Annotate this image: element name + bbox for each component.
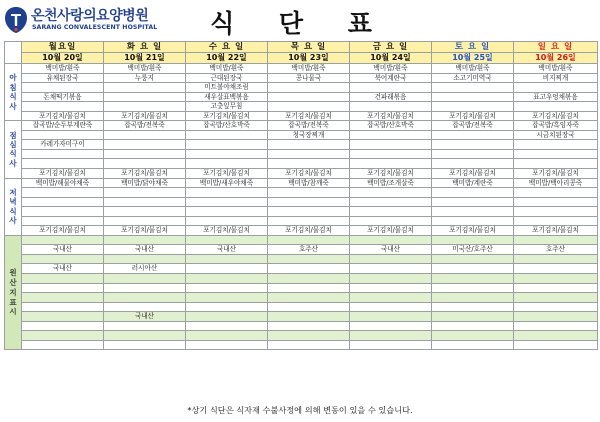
lunch-dish: 포기김치/물김치 [514, 169, 598, 179]
lunch-dish: 잡곡밥/흑임자죽 [514, 121, 598, 131]
dinner-dish: 포기김치/물김치 [432, 226, 514, 236]
breakfast-dish: 근대된장국 [186, 73, 268, 83]
dinner-dish [432, 216, 514, 226]
origin-cell [186, 264, 268, 274]
origin-row [5, 254, 598, 264]
lunch-dish [432, 149, 514, 159]
origin-cell [22, 283, 104, 293]
origin-cell [432, 321, 514, 331]
breakfast-dish [514, 102, 598, 112]
dinner-dish [104, 207, 186, 217]
day-date-row [5, 53, 598, 64]
origin-row [5, 293, 598, 303]
origin-cell [350, 331, 432, 341]
origin-cell [186, 302, 268, 312]
breakfast-dish: 포기김치/물김치 [104, 111, 186, 121]
dinner-dish: 백미밥/닭야채죽 [104, 178, 186, 188]
origin-cell [186, 283, 268, 293]
dinner-dish [350, 197, 432, 207]
breakfast-dish [268, 102, 350, 112]
origin-label-char: 산 [9, 278, 17, 287]
origin-cell: 호주산 [514, 245, 598, 255]
dinner-dish [104, 216, 186, 226]
breakfast-label-char: 식 [9, 92, 17, 102]
lunch-dish: 포기김치/물김치 [22, 169, 104, 179]
origin-cell [350, 235, 432, 245]
corner-cell [5, 42, 22, 64]
lunch-row [5, 140, 598, 150]
dinner-dish: 포기김치/물김치 [104, 226, 186, 236]
lunch-dish [22, 130, 104, 140]
dinner-dish: 포기김치/물김치 [350, 226, 432, 236]
origin-cell: 호주산 [268, 245, 350, 255]
day-name-3: 수 요 일 [186, 42, 268, 53]
origin-cell [432, 274, 514, 284]
origin-cell [350, 293, 432, 303]
origin-cell [350, 274, 432, 284]
origin-cell [514, 331, 598, 341]
dinner-dish [350, 216, 432, 226]
day-date-3: 10월 22일 [186, 53, 268, 64]
breakfast-dish [514, 83, 598, 93]
origin-cell [22, 331, 104, 341]
origin-cell [104, 283, 186, 293]
breakfast-label-char: 사 [9, 101, 17, 111]
dinner-dish [514, 197, 598, 207]
origin-cell [268, 274, 350, 284]
origin-cell [514, 274, 598, 284]
day-name-row [5, 42, 598, 53]
breakfast-dish: 백미밥/흰죽 [186, 64, 268, 74]
lunch-dish [268, 149, 350, 159]
dinner-row [5, 178, 598, 188]
origin-cell [104, 274, 186, 284]
dinner-dish: 백미밥/조개살죽 [350, 178, 432, 188]
breakfast-dish [104, 92, 186, 102]
origin-cell [350, 254, 432, 264]
dinner-dish [22, 216, 104, 226]
origin-cell [350, 340, 432, 350]
breakfast-dish [104, 102, 186, 112]
dinner-row [5, 188, 598, 198]
origin-cell [432, 293, 514, 303]
dinner-dish: 백미밥/참깨죽 [268, 178, 350, 188]
origin-cell [514, 254, 598, 264]
breakfast-dish: 미트볼야채조림 [186, 83, 268, 93]
lunch-dish: 잡곡밥/산호박죽 [350, 121, 432, 131]
origin-row [5, 340, 598, 350]
origin-cell [104, 302, 186, 312]
breakfast-dish [268, 92, 350, 102]
dinner-label-char: 사 [9, 216, 17, 226]
origin-cell: 국내산 [22, 245, 104, 255]
lunch-label-char: 점 [9, 130, 17, 140]
dinner-row [5, 226, 598, 236]
origin-cell [104, 340, 186, 350]
lunch-dish [514, 159, 598, 169]
dinner-dish: 포기김치/물김치 [514, 226, 598, 236]
dinner-row [5, 197, 598, 207]
dinner-dish [268, 207, 350, 217]
breakfast-dish [350, 102, 432, 112]
lunch-dish [22, 149, 104, 159]
origin-cell [186, 321, 268, 331]
origin-cell [22, 302, 104, 312]
breakfast-dish: 누룽지 [104, 73, 186, 83]
origin-row [5, 302, 598, 312]
origin-label-char: 원 [9, 268, 17, 278]
lunch-dish: 포기김치/물김치 [268, 169, 350, 179]
breakfast-dish [22, 83, 104, 93]
day-date-1: 10월 20일 [22, 53, 104, 64]
day-name-1: 월요일 [22, 42, 104, 53]
dinner-dish: 포기김치/물김치 [22, 226, 104, 236]
lunch-dish [186, 159, 268, 169]
breakfast-dish [22, 102, 104, 112]
lunch-dish: 시금치된장국 [514, 130, 598, 140]
origin-cell [104, 321, 186, 331]
origin-cell [268, 321, 350, 331]
breakfast-row [5, 92, 598, 102]
lunch-dish [350, 159, 432, 169]
breakfast-row [5, 73, 598, 83]
lunch-dish [186, 149, 268, 159]
origin-cell [432, 340, 514, 350]
origin-cell [186, 331, 268, 341]
origin-cell [350, 264, 432, 274]
breakfast-dish: 포기김치/물김치 [432, 111, 514, 121]
dinner-label [5, 178, 22, 235]
origin-cell [432, 312, 514, 322]
breakfast-dish: 포기김치/물김치 [22, 111, 104, 121]
origin-row [5, 245, 598, 255]
origin-cell [104, 293, 186, 303]
breakfast-dish: 백미밥/흰죽 [514, 64, 598, 74]
breakfast-dish: 백미밥/흰죽 [22, 64, 104, 74]
day-date-2: 10월 21일 [104, 53, 186, 64]
day-name-2: 화 요 일 [104, 42, 186, 53]
lunch-dish [268, 159, 350, 169]
breakfast-row [5, 64, 598, 74]
lunch-dish [432, 140, 514, 150]
lunch-dish [104, 130, 186, 140]
breakfast-dish: 비지찌개 [514, 73, 598, 83]
dinner-dish [186, 188, 268, 198]
origin-row [5, 331, 598, 341]
breakfast-dish: 포기김치/물김치 [350, 111, 432, 121]
origin-cell [350, 302, 432, 312]
lunch-dish [104, 149, 186, 159]
origin-cell [350, 321, 432, 331]
origin-cell [514, 293, 598, 303]
origin-cell [22, 340, 104, 350]
lunch-dish: 카레가자미구이 [22, 140, 104, 150]
lunch-dish: 잡곡밥/전복죽 [104, 121, 186, 131]
dinner-dish [432, 197, 514, 207]
origin-cell [268, 312, 350, 322]
origin-cell [268, 302, 350, 312]
lunch-dish [350, 149, 432, 159]
lunch-dish: 포기김치/물김치 [186, 169, 268, 179]
origin-row [5, 312, 598, 322]
breakfast-dish [432, 83, 514, 93]
lunch-label [5, 121, 22, 178]
breakfast-dish [432, 102, 514, 112]
day-name-7: 일 요 일 [514, 42, 598, 53]
origin-cell [186, 254, 268, 264]
breakfast-dish: 백미밥/흰죽 [268, 64, 350, 74]
dinner-dish [186, 216, 268, 226]
breakfast-dish: 표고우엉채볶음 [514, 92, 598, 102]
breakfast-row [5, 83, 598, 93]
origin-row [5, 321, 598, 331]
origin-cell [268, 254, 350, 264]
origin-cell [268, 235, 350, 245]
origin-cell [22, 312, 104, 322]
origin-cell [514, 312, 598, 322]
origin-cell [514, 340, 598, 350]
breakfast-dish: 고춧잎무침 [186, 102, 268, 112]
breakfast-dish [104, 83, 186, 93]
origin-cell: 국내산 [186, 245, 268, 255]
origin-cell [268, 283, 350, 293]
page-header [0, 0, 600, 40]
lunch-dish [186, 140, 268, 150]
breakfast-row [5, 102, 598, 112]
page-title: 식 단 표 [210, 9, 390, 38]
breakfast-dish: 백미밥/흰죽 [350, 64, 432, 74]
day-date-7: 10월 26일 [514, 53, 598, 64]
breakfast-dish: 건파래볶음 [350, 92, 432, 102]
dinner-dish [104, 197, 186, 207]
dinner-dish [514, 207, 598, 217]
dinner-dish: 백미밥/백아리콩죽 [514, 178, 598, 188]
origin-cell [514, 235, 598, 245]
day-date-6: 10월 25일 [432, 53, 514, 64]
lunch-label-char: 심 [9, 140, 17, 150]
day-name-4: 목 요 일 [268, 42, 350, 53]
dinner-dish [22, 197, 104, 207]
lunch-dish: 청국장찌개 [268, 130, 350, 140]
origin-label-char: 표 [9, 297, 17, 307]
breakfast-dish: 포기김치/물김치 [186, 111, 268, 121]
breakfast-dish: 소고기미역국 [432, 73, 514, 83]
origin-cell [350, 312, 432, 322]
dinner-dish [22, 188, 104, 198]
origin-cell [186, 293, 268, 303]
origin-cell [22, 293, 104, 303]
origin-row [5, 283, 598, 293]
breakfast-dish: 돈채떡기볶음 [22, 92, 104, 102]
origin-cell [186, 235, 268, 245]
origin-cell [22, 321, 104, 331]
origin-cell [268, 264, 350, 274]
origin-cell [514, 283, 598, 293]
origin-cell [432, 283, 514, 293]
origin-cell [186, 312, 268, 322]
breakfast-dish [350, 83, 432, 93]
hospital-name: 온천사랑의요양병원 [31, 8, 149, 24]
origin-cell [514, 302, 598, 312]
lunch-label-char: 식 [9, 149, 17, 159]
lunch-dish [432, 159, 514, 169]
dinner-dish: 포기김치/물김치 [186, 226, 268, 236]
menu-table [4, 41, 598, 350]
lunch-row [5, 130, 598, 140]
breakfast-label [5, 64, 22, 121]
breakfast-dish: 콩나물국 [268, 73, 350, 83]
breakfast-label-char: 침 [9, 82, 17, 92]
day-name-6: 토 요 일 [432, 42, 514, 53]
dinner-dish [514, 188, 598, 198]
origin-cell: 국내산 [104, 312, 186, 322]
origin-cell [514, 264, 598, 274]
day-date-5: 10월 24일 [350, 53, 432, 64]
lunch-dish: 포기김치/물김치 [432, 169, 514, 179]
day-name-5: 금 요 일 [350, 42, 432, 53]
origin-cell [432, 264, 514, 274]
origin-cell [432, 254, 514, 264]
breakfast-label-char: 아 [9, 73, 17, 83]
lunch-dish [514, 149, 598, 159]
breakfast-dish: 유채된장국 [22, 73, 104, 83]
lunch-dish [268, 140, 350, 150]
dinner-row [5, 207, 598, 217]
lunch-label-char: 사 [9, 158, 17, 168]
origin-cell [432, 235, 514, 245]
dinner-dish: 백미밥/해물야채죽 [22, 178, 104, 188]
breakfast-dish: 포기김치/물김치 [514, 111, 598, 121]
origin-cell: 미국산/호주산 [432, 245, 514, 255]
lunch-dish [104, 159, 186, 169]
lunch-row [5, 169, 598, 179]
lunch-dish: 잡곡밥/전복죽 [432, 121, 514, 131]
breakfast-dish: 백미밥/흰죽 [432, 64, 514, 74]
origin-cell: 국내산 [104, 245, 186, 255]
hospital-english-name: SARANG CONVALESCENT HOSPITAL [32, 24, 158, 31]
origin-row [5, 264, 598, 274]
hospital-logo-icon [3, 5, 29, 35]
origin-cell [514, 321, 598, 331]
origin-label-char: 시 [9, 307, 17, 317]
breakfast-dish: 포기김치/물김치 [268, 111, 350, 121]
origin-cell [268, 340, 350, 350]
origin-cell [104, 331, 186, 341]
footer-note: *상기 식단은 식자재 수불사정에 의해 변동이 있을 수 있습니다. [187, 405, 413, 415]
dinner-dish [268, 188, 350, 198]
lunch-dish: 잡곡밥/산호박죽 [186, 121, 268, 131]
origin-cell [22, 274, 104, 284]
dinner-dish: 포기김치/물김치 [268, 226, 350, 236]
origin-cell [186, 274, 268, 284]
lunch-row [5, 149, 598, 159]
day-date-4: 10월 23일 [268, 53, 350, 64]
origin-cell [432, 302, 514, 312]
origin-cell [268, 293, 350, 303]
origin-cell [22, 235, 104, 245]
lunch-dish [186, 130, 268, 140]
origin-cell [350, 283, 432, 293]
lunch-dish [350, 140, 432, 150]
lunch-dish [350, 130, 432, 140]
dinner-dish [268, 216, 350, 226]
breakfast-dish: 북어계란국 [350, 73, 432, 83]
lunch-dish [104, 140, 186, 150]
origin-row [5, 235, 598, 245]
origin-row [5, 274, 598, 284]
dinner-dish [350, 188, 432, 198]
origin-cell [186, 340, 268, 350]
dinner-row [5, 216, 598, 226]
lunch-dish: 잡곡밥/순두부계란죽 [22, 121, 104, 131]
dinner-dish [22, 207, 104, 217]
origin-cell: 국내산 [22, 264, 104, 274]
lunch-dish: 포기김치/물김치 [350, 169, 432, 179]
dinner-dish [268, 197, 350, 207]
dinner-dish [432, 188, 514, 198]
dinner-dish: 백미밥/새우야채죽 [186, 178, 268, 188]
origin-cell [104, 235, 186, 245]
origin-cell: 국내산 [350, 245, 432, 255]
origin-cell [268, 331, 350, 341]
breakfast-dish: 새우살표백볶음 [186, 92, 268, 102]
dinner-dish [104, 188, 186, 198]
breakfast-dish [268, 83, 350, 93]
dinner-dish [186, 207, 268, 217]
dinner-dish [514, 216, 598, 226]
lunch-dish [22, 159, 104, 169]
lunch-dish: 포기김치/물김치 [104, 169, 186, 179]
lunch-row [5, 159, 598, 169]
origin-label [5, 235, 22, 350]
origin-cell [22, 254, 104, 264]
breakfast-dish: 백미밥/흰죽 [104, 64, 186, 74]
origin-cell [104, 254, 186, 264]
origin-cell [432, 331, 514, 341]
lunch-dish [432, 130, 514, 140]
lunch-dish: 잡곡밥/전복죽 [268, 121, 350, 131]
origin-label-char: 지 [9, 287, 17, 297]
lunch-dish [514, 140, 598, 150]
lunch-row [5, 121, 598, 131]
dinner-dish: 백미밥/계란죽 [432, 178, 514, 188]
dinner-label-char: 저 [9, 187, 17, 197]
breakfast-row [5, 111, 598, 121]
dinner-dish [186, 197, 268, 207]
dinner-label-char: 녁 [9, 197, 17, 207]
hospital-logo [3, 4, 173, 38]
dinner-label-char: 식 [9, 206, 17, 216]
breakfast-dish [432, 92, 514, 102]
dinner-dish [350, 207, 432, 217]
dinner-dish [432, 207, 514, 217]
origin-cell: 러시아산 [104, 264, 186, 274]
